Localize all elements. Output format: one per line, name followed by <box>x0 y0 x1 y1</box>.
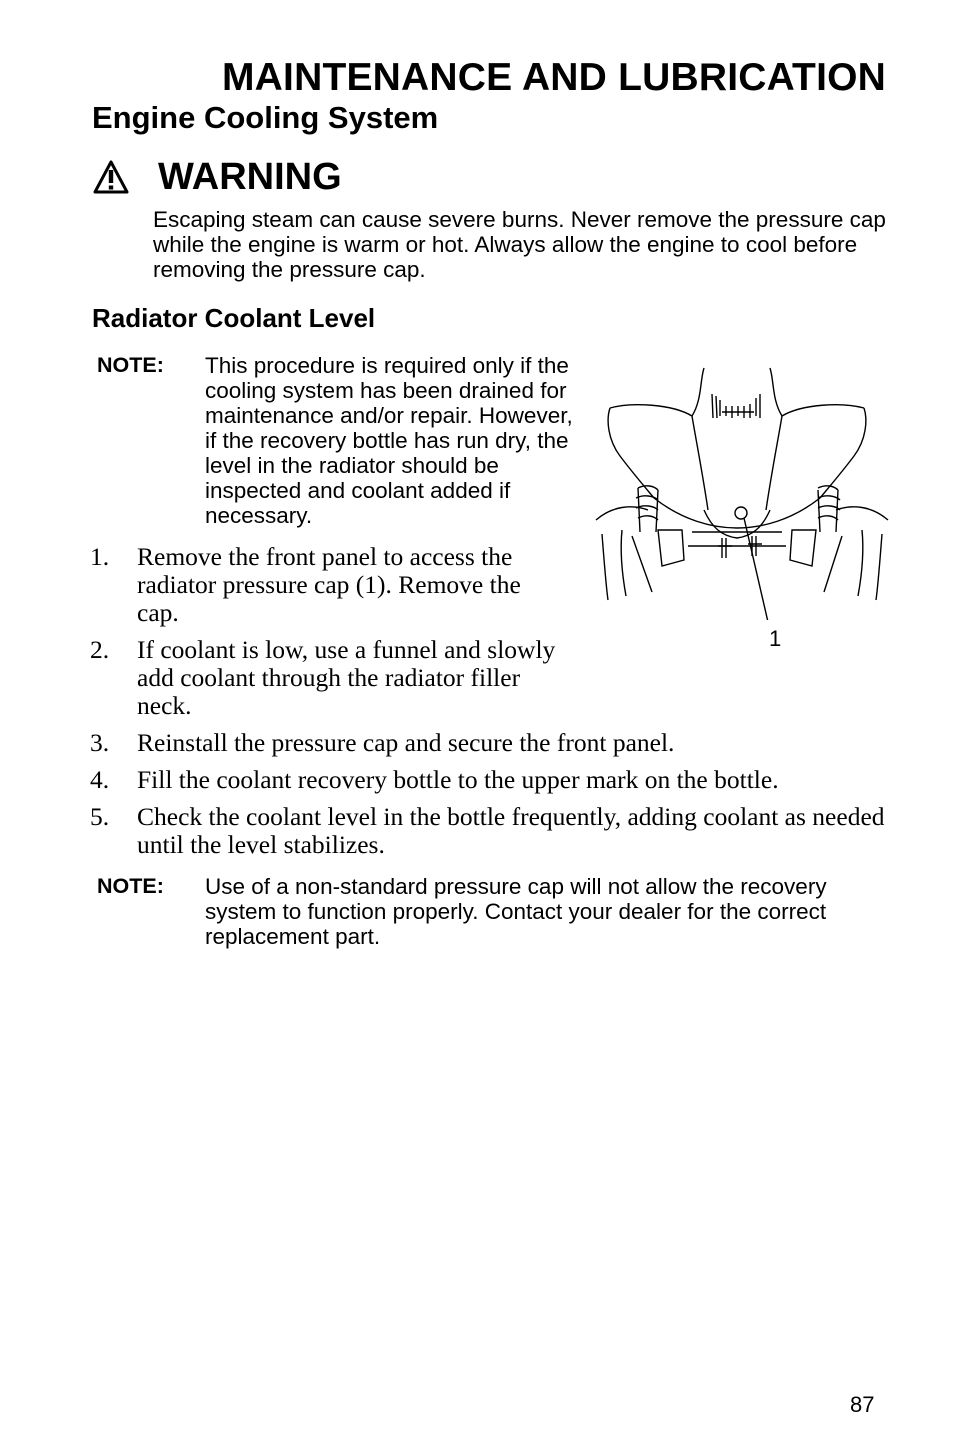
figure-callout: 1 <box>769 626 782 651</box>
step-number: 5. <box>90 802 110 831</box>
note-label: NOTE: <box>97 874 164 898</box>
note-label: NOTE: <box>97 353 164 377</box>
radiator-illustration <box>592 360 892 660</box>
step-text: Fill the coolant recovery bottle to the upper mark on the bottle. <box>137 765 779 794</box>
step-number: 2. <box>90 635 110 664</box>
step-item <box>90 729 890 757</box>
page-number: 87 <box>850 1392 875 1417</box>
step-number: 3. <box>90 728 110 757</box>
note-text: Use of a non-standard pressure cap will not allow the recovery system to function properly. Contact your dealer for the correct replacement part. <box>205 874 827 949</box>
atv-front-drawing <box>592 360 892 620</box>
step-text: Check the coolant level in the bottle frequently, adding coolant as needed until the level stabilizes. <box>137 802 885 859</box>
chapter-title: MAINTENANCE AND LUBRICATION <box>222 56 887 99</box>
step-number: 4. <box>90 765 110 794</box>
section-title: Engine Cooling System <box>92 100 439 135</box>
step-item <box>90 803 890 859</box>
step-number: 1. <box>90 542 110 571</box>
warning-text: Escaping steam can cause severe burns. Never remove the pressure cap while the engine is warm or hot. Always allow the engine to cool before removing the pressure cap. <box>153 207 886 282</box>
note-text: This procedure is required only if the cooling system has been drained for maintenance and/or repair. However, if the recovery bottle has run dry, the level in the radiator should be inspected and coolant added if necessary. <box>205 353 573 528</box>
warning-header <box>92 152 342 202</box>
step-item <box>90 766 890 794</box>
step-text: Remove the front panel to access the radiator pressure cap (1). Remove the cap. <box>137 542 521 627</box>
radiator-heading: Radiator Coolant Level <box>92 303 376 333</box>
step-text: If coolant is low, use a funnel and slowly add coolant through the radiator filler neck. <box>137 635 556 720</box>
step-text: Reinstall the pressure cap and secure the front panel. <box>137 728 675 757</box>
warning-label: WARNING <box>158 155 342 198</box>
warning-triangle-icon <box>92 159 130 195</box>
